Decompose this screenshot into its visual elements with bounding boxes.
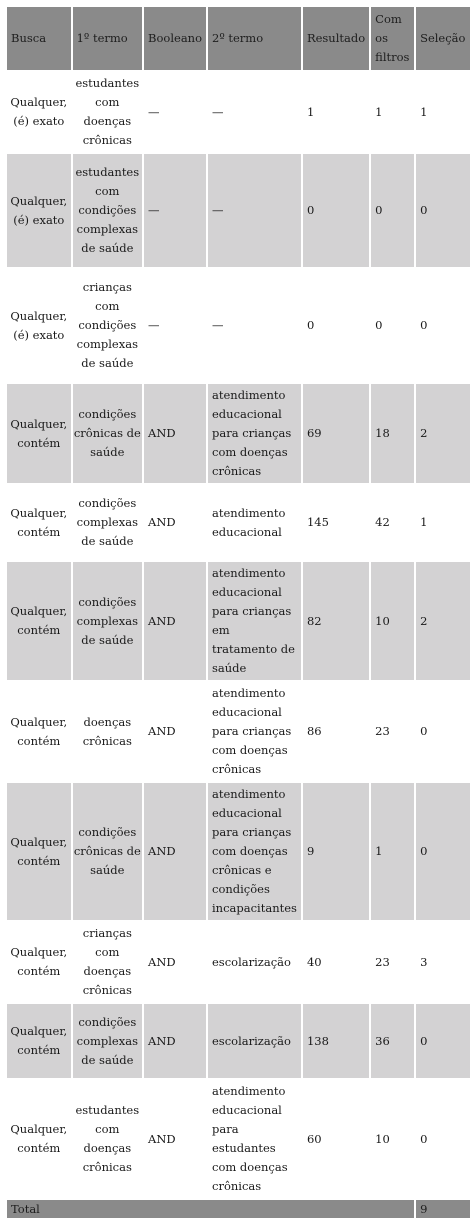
cell-com-filtros: 23 xyxy=(375,724,390,738)
cell-busca: Qualquer, (é) exato xyxy=(7,154,71,267)
cell-booleano: AND xyxy=(148,1131,176,1146)
cell-busca: Qualquer, contém xyxy=(7,783,71,920)
cell-booleano: — xyxy=(144,154,206,267)
cell-selecao: 2 xyxy=(416,562,470,680)
cell-selecao: 0 xyxy=(416,1004,470,1078)
cell-resultado: 145 xyxy=(306,515,329,529)
cell-booleano: AND xyxy=(144,384,206,483)
cell-booleano: AND xyxy=(148,515,176,529)
cell-selecao: 3 xyxy=(420,954,428,969)
header-com-filtros: Com os filtros xyxy=(371,7,414,70)
cell-com-filtros: 18 xyxy=(371,384,414,483)
cell-primeiro-termo: condições complexas de saúde xyxy=(73,562,142,680)
table-row xyxy=(7,783,470,920)
cell-segundo-termo: atendimento educacional para crianças com doenças crônicas xyxy=(212,686,292,776)
cell-busca: Qualquer, contém xyxy=(10,945,68,978)
table-row xyxy=(7,922,470,1002)
table-row xyxy=(7,1004,470,1078)
cell-selecao: 0 xyxy=(420,1131,428,1146)
cell-selecao: 0 xyxy=(416,783,470,920)
table-row xyxy=(7,562,470,680)
cell-selecao: 2 xyxy=(416,384,470,483)
cell-com-filtros: 0 xyxy=(375,318,383,332)
cell-booleano: — xyxy=(148,104,160,119)
table-row xyxy=(7,485,470,560)
cell-primeiro-termo: estudantes com doenças crônicas xyxy=(75,1103,140,1174)
cell-resultado: 9 xyxy=(303,783,369,920)
cell-selecao: 0 xyxy=(420,318,428,332)
header-selecao: Seleção xyxy=(416,7,470,70)
cell-selecao: 0 xyxy=(420,724,428,738)
cell-com-filtros: 1 xyxy=(371,783,414,920)
cell-segundo-termo: — xyxy=(212,104,224,119)
total-label: Total xyxy=(7,1200,414,1218)
table-row xyxy=(7,269,470,382)
table-row xyxy=(7,72,470,152)
cell-primeiro-termo: condições crônicas de saúde xyxy=(73,783,142,920)
cell-resultado: 0 xyxy=(303,154,369,267)
cell-com-filtros: 0 xyxy=(371,154,414,267)
table-row xyxy=(7,682,470,781)
table-row xyxy=(7,154,470,267)
cell-com-filtros: 23 xyxy=(375,954,390,969)
cell-com-filtros: 10 xyxy=(375,1131,390,1146)
header-primeiro-termo: 1º termo xyxy=(73,7,142,70)
cell-busca: Qualquer, (é) exato xyxy=(10,308,68,342)
search-results-table xyxy=(5,5,472,1220)
cell-selecao: 0 xyxy=(416,154,470,267)
cell-resultado: 1 xyxy=(306,104,315,119)
table-row xyxy=(7,384,470,483)
total-row xyxy=(7,1200,470,1218)
cell-segundo-termo: atendimento educacional para crianças com doenças crônicas e condições incapacitantes xyxy=(208,783,301,920)
cell-com-filtros: 36 xyxy=(371,1004,414,1078)
cell-primeiro-termo: estudantes com doenças crônicas xyxy=(75,76,140,147)
table-row xyxy=(7,1080,470,1198)
cell-resultado: 60 xyxy=(306,1131,322,1146)
cell-com-filtros: 10 xyxy=(371,562,414,680)
cell-primeiro-termo: crianças com doenças crônicas xyxy=(82,926,132,997)
cell-booleano: AND xyxy=(144,1004,206,1078)
cell-primeiro-termo: condições complexas de saúde xyxy=(73,1004,142,1078)
cell-primeiro-termo: crianças com condições complexas de saúde xyxy=(76,280,138,370)
cell-booleano: AND xyxy=(144,783,206,920)
cell-busca: Qualquer, contém xyxy=(7,384,71,483)
cell-resultado: 86 xyxy=(306,724,322,738)
cell-segundo-termo: atendimento educacional xyxy=(212,505,286,539)
header-resultado: Resultado xyxy=(303,7,369,70)
cell-segundo-termo: escolarização xyxy=(212,954,291,969)
cell-resultado: 40 xyxy=(306,954,322,969)
cell-booleano: AND xyxy=(148,724,176,738)
cell-primeiro-termo: doenças crônicas xyxy=(82,714,132,748)
header-row xyxy=(7,7,470,70)
cell-booleano: — xyxy=(148,318,160,332)
cell-booleano: AND xyxy=(148,954,176,969)
cell-busca: Qualquer, (é) exato xyxy=(10,95,68,128)
cell-busca: Qualquer, contém xyxy=(10,1122,68,1155)
header-busca: Busca xyxy=(7,7,71,70)
cell-segundo-termo: atendimento educacional para estudantes com doenças crônicas xyxy=(212,1084,288,1193)
cell-primeiro-termo: estudantes com condições complexas de saúde xyxy=(73,154,142,267)
cell-busca: Qualquer, contém xyxy=(10,714,68,748)
cell-busca: Qualquer, contém xyxy=(7,1004,71,1078)
header-segundo-termo: 2º termo xyxy=(208,7,301,70)
cell-segundo-termo: escolarização xyxy=(208,1004,301,1078)
cell-primeiro-termo: condições crônicas de saúde xyxy=(73,384,142,483)
cell-busca: Qualquer, contém xyxy=(7,562,71,680)
cell-segundo-termo: — xyxy=(212,318,224,332)
cell-segundo-termo: atendimento educacional para crianças em tratamento de saúde xyxy=(208,562,301,680)
cell-booleano: AND xyxy=(144,562,206,680)
cell-segundo-termo: — xyxy=(208,154,301,267)
cell-resultado: 0 xyxy=(306,318,315,332)
cell-resultado: 82 xyxy=(303,562,369,680)
cell-com-filtros: 1 xyxy=(375,104,383,119)
total-value: 9 xyxy=(416,1200,470,1218)
cell-selecao: 1 xyxy=(420,515,428,529)
header-booleano: Booleano xyxy=(144,7,206,70)
cell-primeiro-termo: condições complexas de saúde xyxy=(76,496,138,548)
cell-selecao: 1 xyxy=(420,104,428,119)
cell-resultado: 69 xyxy=(303,384,369,483)
cell-resultado: 138 xyxy=(303,1004,369,1078)
cell-com-filtros: 42 xyxy=(375,515,390,529)
cell-segundo-termo: atendimento educacional para crianças com doenças crônicas xyxy=(208,384,301,483)
cell-busca: Qualquer, contém xyxy=(10,505,68,539)
